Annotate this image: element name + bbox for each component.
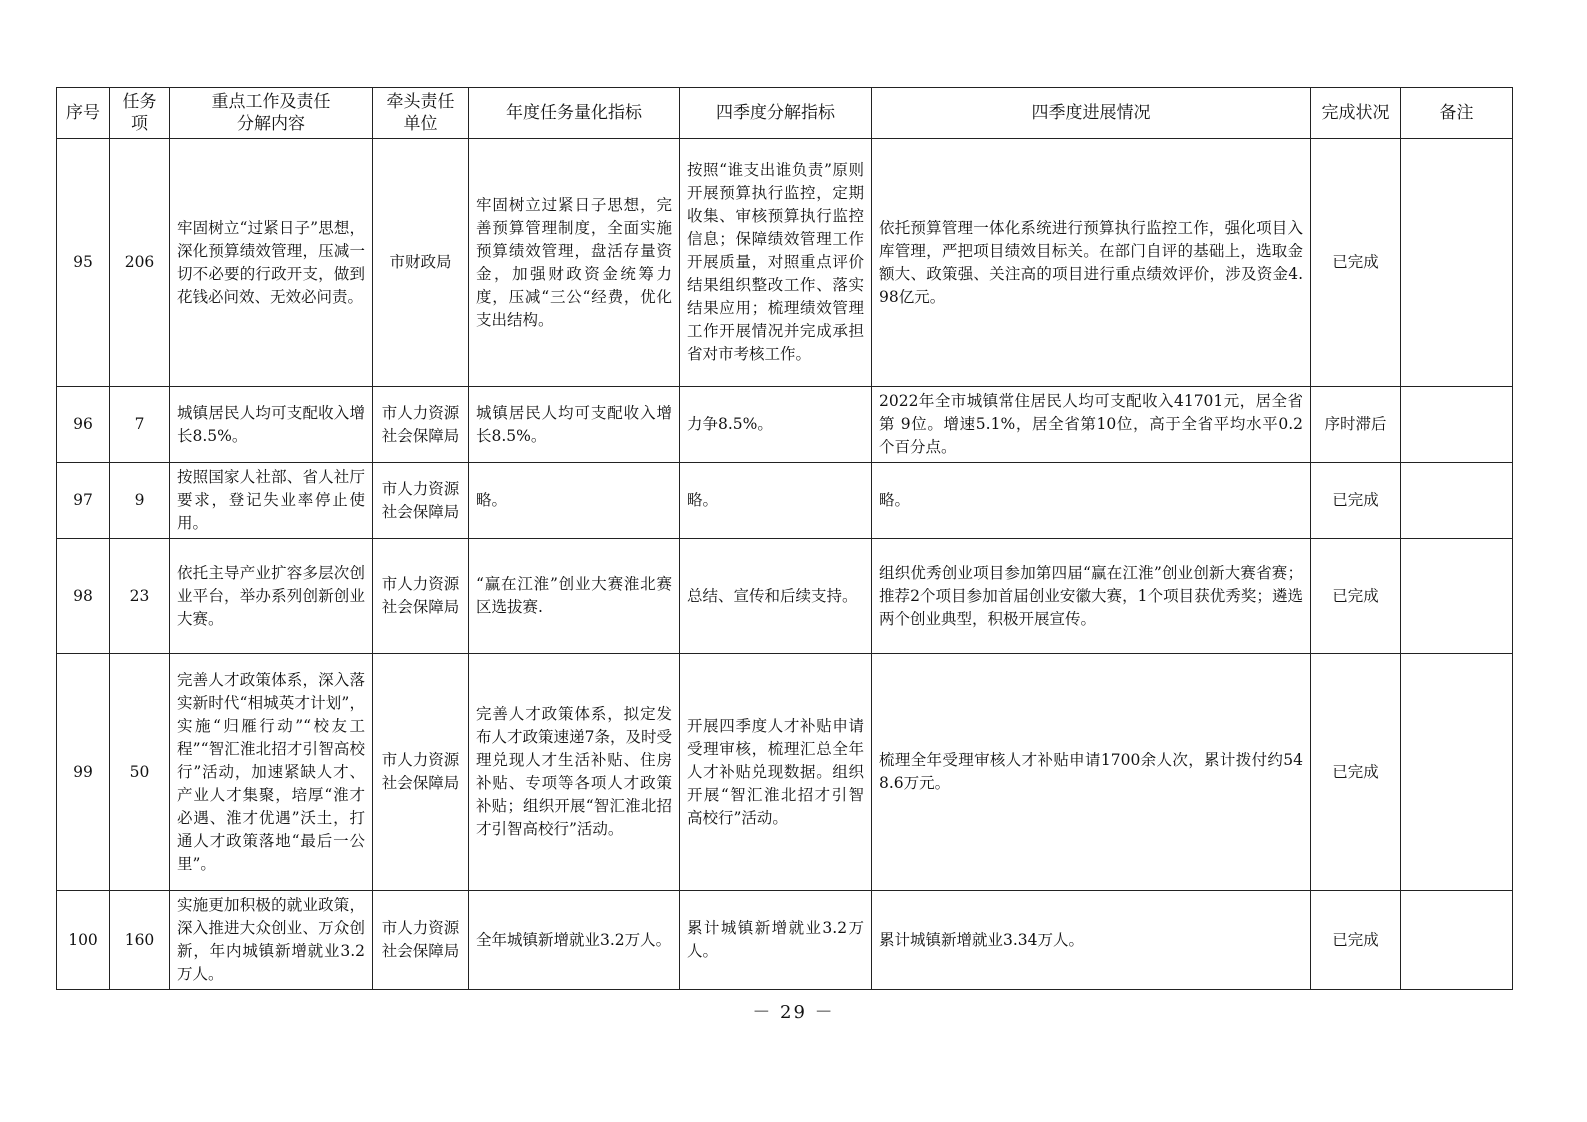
table-row bbox=[57, 139, 1513, 387]
cell-content: 实施更加积极的就业政策，深入推进大众创业、万众创新，年内城镇新增就业3.2万人。 bbox=[170, 891, 373, 990]
cell-no: 98 bbox=[57, 539, 110, 654]
table-header bbox=[57, 88, 1513, 139]
cell-annual: 略。 bbox=[469, 463, 680, 539]
cell-dept: 市人力资源社会保障局 bbox=[373, 891, 469, 990]
header-status: 完成状况 bbox=[1311, 88, 1401, 139]
cell-q4-target: 按照“谁支出谁负责”原则开展预算执行监控，定期收集、审核预算执行监控信息；保障绩效管理工作开展质量，对照重点评价结果组织整改工作、落实结果应用；梳理绩效管理工作开展情况并完成承担省对市考核工作。 bbox=[680, 139, 872, 387]
cell-q4-target: 力争8.5%。 bbox=[680, 387, 872, 463]
cell-q4-progress: 梳理全年受理审核人才补贴申请1700余人次，累计拨付约548.6万元。 bbox=[872, 654, 1311, 891]
cell-task: 9 bbox=[110, 463, 170, 539]
cell-dept: 市人力资源社会保障局 bbox=[373, 387, 469, 463]
cell-remark bbox=[1401, 139, 1513, 387]
cell-q4-progress: 组织优秀创业项目参加第四届“赢在江淮”创业创新大赛省赛；推荐2个项目参加首届创业安徽大赛，1个项目获优秀奖；遴选两个创业典型，积极开展宣传。 bbox=[872, 539, 1311, 654]
header-remark: 备注 bbox=[1401, 88, 1513, 139]
cell-annual: 完善人才政策体系，拟定发布人才政策速递7条，及时受理兑现人才生活补贴、住房补贴、专项等各项人才政策补贴；组织开展“智汇淮北招才引智高校行”活动。 bbox=[469, 654, 680, 891]
cell-task: 206 bbox=[110, 139, 170, 387]
cell-content: 完善人才政策体系，深入落实新时代“相城英才计划”，实施“归雁行动”“校友工程”“智汇淮北招才引智高校行”活动，加速紧缺人才、产业人才集聚，培厚“淮才必遇、淮才优遇”沃土，打通人才政策落地“最后一公里”。 bbox=[170, 654, 373, 891]
header-task: 任务项 bbox=[110, 88, 170, 139]
cell-q4-progress: 2022年全市城镇常住居民人均可支配收入41701元，居全省第 9位。增速5.1%，居全省第10位，高于全省平均水平0.2个百分点。 bbox=[872, 387, 1311, 463]
cell-status: 已完成 bbox=[1311, 539, 1401, 654]
page-number: － 29 － bbox=[752, 1002, 835, 1023]
cell-task: 50 bbox=[110, 654, 170, 891]
cell-dept: 市人力资源社会保障局 bbox=[373, 463, 469, 539]
cell-no: 97 bbox=[57, 463, 110, 539]
cell-dept: 市财政局 bbox=[373, 139, 469, 387]
table-row bbox=[57, 463, 1513, 539]
header-content bbox=[170, 88, 373, 139]
cell-content: 依托主导产业扩容多层次创业平台，举办系列创新创业大赛。 bbox=[170, 539, 373, 654]
header-no: 序号 bbox=[57, 88, 110, 139]
cell-no: 99 bbox=[57, 654, 110, 891]
header-q4-target: 四季度分解指标 bbox=[680, 88, 872, 139]
header-dept bbox=[373, 88, 469, 139]
cell-remark bbox=[1401, 463, 1513, 539]
cell-q4-target: 累计城镇新增就业3.2万人。 bbox=[680, 891, 872, 990]
header-content-line1: 重点工作及责任 bbox=[211, 92, 331, 112]
cell-content: 城镇居民人均可支配收入增长8.5%。 bbox=[170, 387, 373, 463]
cell-annual: 全年城镇新增就业3.2万人。 bbox=[469, 891, 680, 990]
cell-content: 牢固树立“过紧日子”思想，深化预算绩效管理，压减一切不必要的行政开支，做到花钱必问效、无效必问责。 bbox=[170, 139, 373, 387]
cell-remark bbox=[1401, 387, 1513, 463]
cell-task: 160 bbox=[110, 891, 170, 990]
cell-status: 已完成 bbox=[1311, 139, 1401, 387]
cell-remark bbox=[1401, 654, 1513, 891]
cell-task: 23 bbox=[110, 539, 170, 654]
cell-q4-progress: 累计城镇新增就业3.34万人。 bbox=[872, 891, 1311, 990]
task-progress-table bbox=[56, 87, 1513, 990]
cell-status: 已完成 bbox=[1311, 463, 1401, 539]
header-content-line2: 分解内容 bbox=[237, 114, 305, 134]
header-q4-progress: 四季度进展情况 bbox=[872, 88, 1311, 139]
cell-q4-progress: 略。 bbox=[872, 463, 1311, 539]
cell-q4-target: 总结、宣传和后续支持。 bbox=[680, 539, 872, 654]
cell-annual: 城镇居民人均可支配收入增长8.5%。 bbox=[469, 387, 680, 463]
cell-no: 95 bbox=[57, 139, 110, 387]
header-row bbox=[57, 88, 1513, 139]
cell-status: 序时滞后 bbox=[1311, 387, 1401, 463]
cell-dept: 市人力资源社会保障局 bbox=[373, 539, 469, 654]
cell-q4-progress: 依托预算管理一体化系统进行预算执行监控工作，强化项目入库管理，严把项目绩效目标关。在部门自评的基础上，选取金额大、政策强、关注高的项目进行重点绩效评价，涉及资金4.98亿元。 bbox=[872, 139, 1311, 387]
cell-content: 按照国家人社部、省人社厅要求，登记失业率停止使用。 bbox=[170, 463, 373, 539]
cell-task: 7 bbox=[110, 387, 170, 463]
table-body bbox=[57, 139, 1513, 990]
header-dept-line1: 牵头责任 bbox=[386, 92, 455, 112]
cell-remark bbox=[1401, 891, 1513, 990]
cell-annual: “赢在江淮”创业大赛淮北赛区选拔赛. bbox=[469, 539, 680, 654]
cell-no: 100 bbox=[57, 891, 110, 990]
header-dept-line2: 单位 bbox=[403, 114, 438, 134]
table-row bbox=[57, 387, 1513, 463]
cell-status: 已完成 bbox=[1311, 654, 1401, 891]
cell-status: 已完成 bbox=[1311, 891, 1401, 990]
table-row bbox=[57, 891, 1513, 990]
cell-q4-target: 略。 bbox=[680, 463, 872, 539]
table-row bbox=[57, 654, 1513, 891]
header-annual: 年度任务量化指标 bbox=[469, 88, 680, 139]
cell-remark bbox=[1401, 539, 1513, 654]
cell-dept: 市人力资源社会保障局 bbox=[373, 654, 469, 891]
cell-q4-target: 开展四季度人才补贴申请受理审核，梳理汇总全年人才补贴兑现数据。组织开展“智汇淮北招才引智高校行”活动。 bbox=[680, 654, 872, 891]
cell-no: 96 bbox=[57, 387, 110, 463]
cell-annual: 牢固树立过紧日子思想，完善预算管理制度，全面实施预算绩效管理，盘活存量资金，加强财政资金统筹力度，压减“三公“经费，优化支出结构。 bbox=[469, 139, 680, 387]
table-row bbox=[57, 539, 1513, 654]
